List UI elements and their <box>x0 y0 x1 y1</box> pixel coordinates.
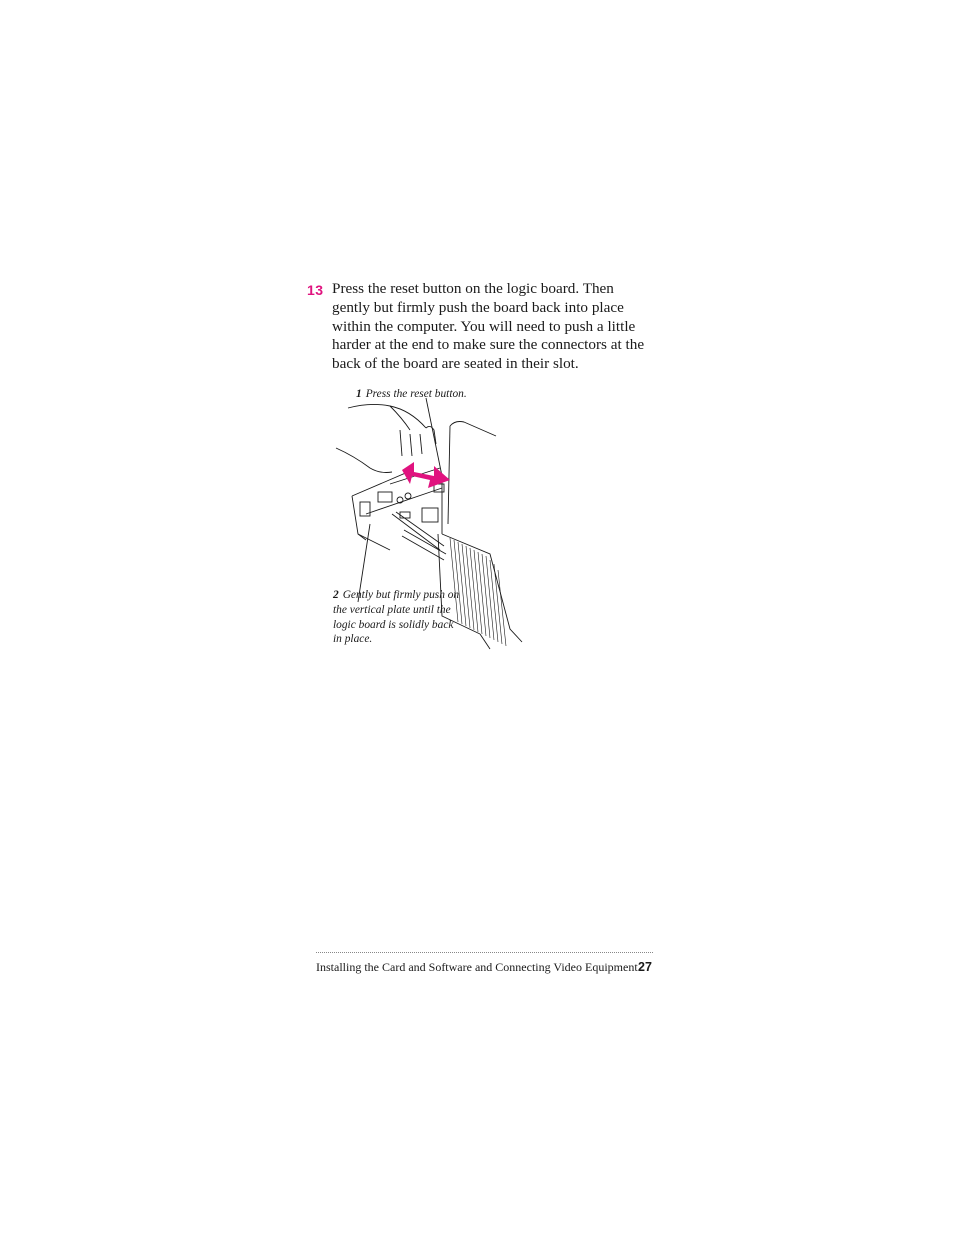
footer-chapter-title: Installing the Card and Software and Connecting Video Equipment <box>316 960 638 974</box>
step-instruction: Press the reset button on the logic board. Then gently but firmly push the board back into place within the computer. You will need to push a little harder at the end to make sure the connectors at the back of the board are seated in their slot. <box>332 280 645 373</box>
callout-1-number: 1 <box>356 388 362 400</box>
callout-2-text: Gently but firmly push on the vertical plate until the logic board is solidly back in place. <box>333 589 460 646</box>
callout-vertical-plate <box>333 588 463 647</box>
callout-1-text: Press the reset button. <box>365 388 467 400</box>
step-number: 13 <box>307 282 324 298</box>
callout-2-number: 2 <box>333 589 339 601</box>
footer-divider <box>316 952 653 953</box>
page-number: 27 <box>638 960 652 974</box>
